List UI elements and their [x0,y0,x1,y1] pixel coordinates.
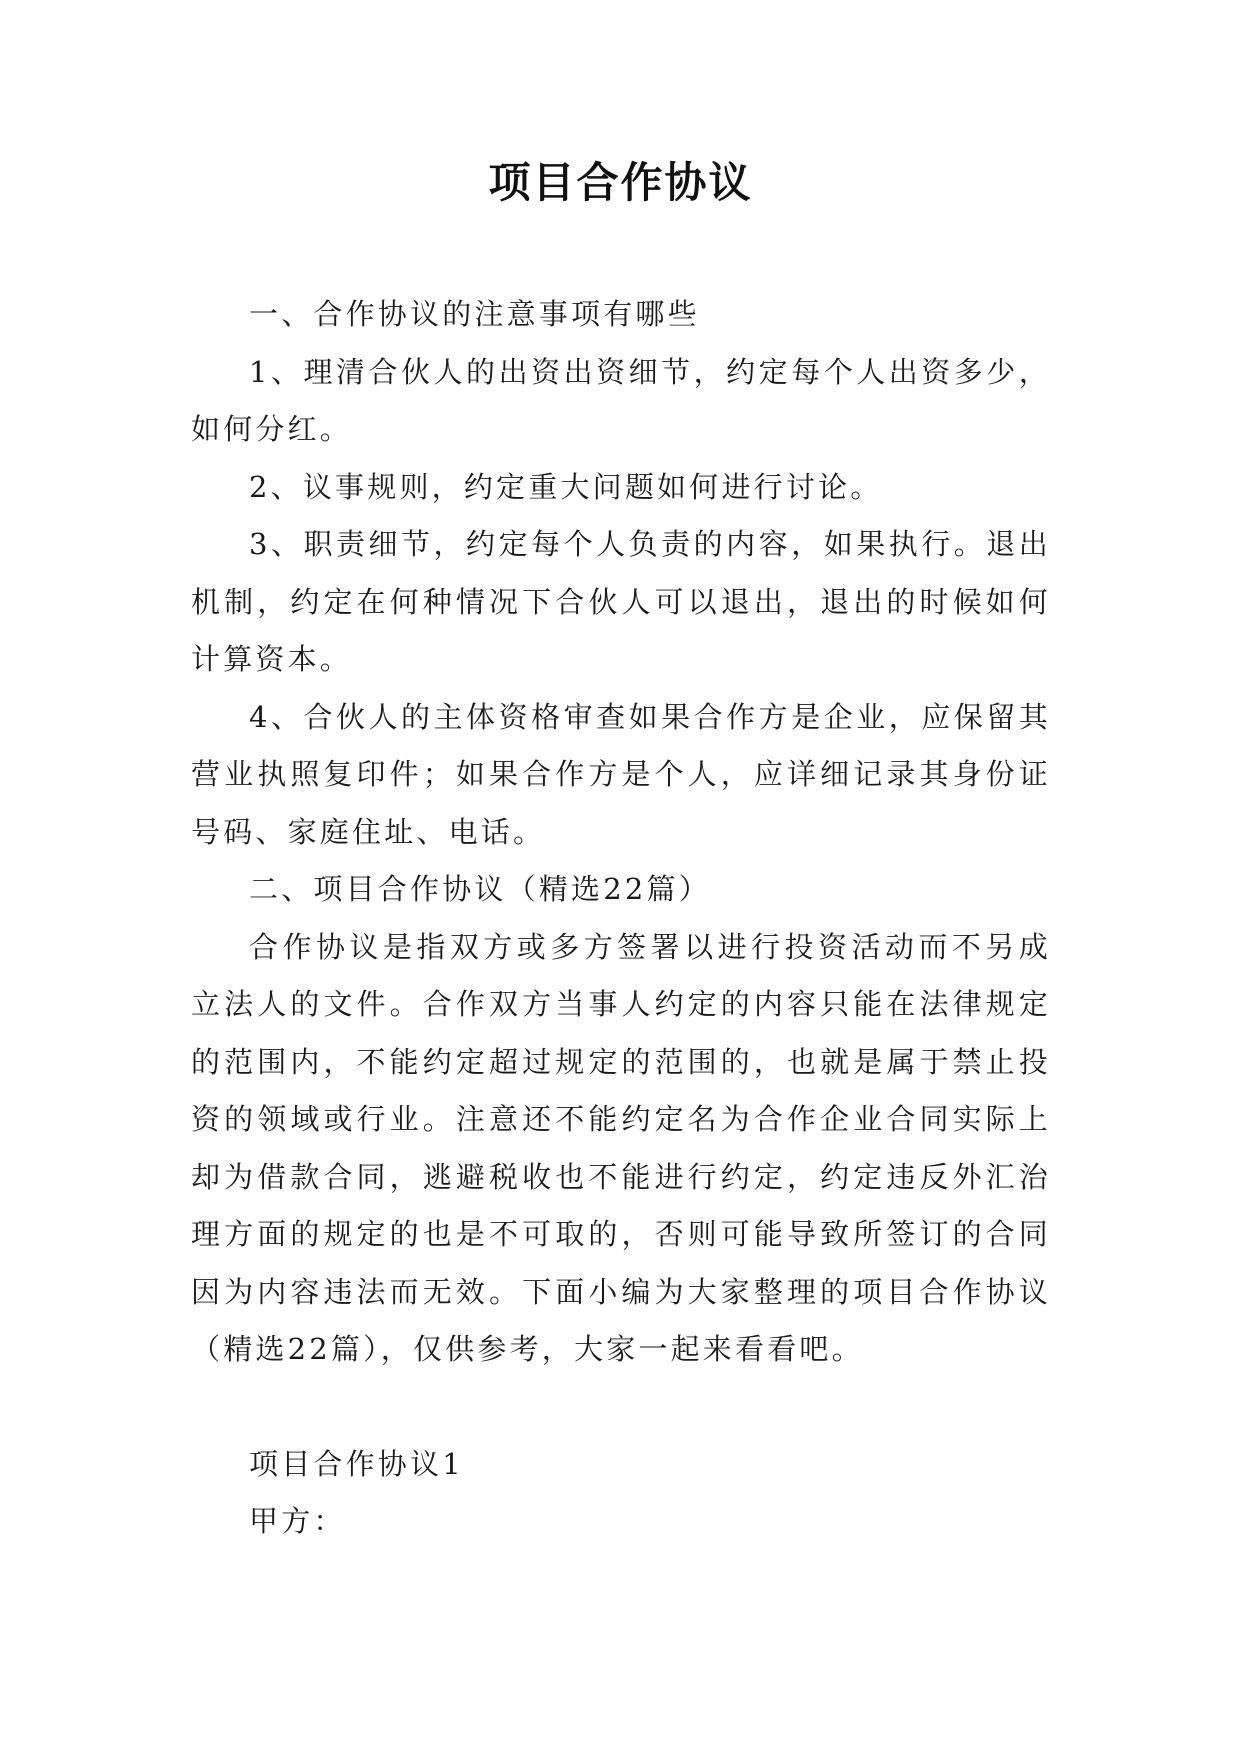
document-body [191,286,1051,1551]
section-heading: 项目合作协议1 [249,1446,464,1481]
paragraph-introduction: 合作协议是指双方或多方签署以进行投资活动而不另成立法人的文件。合作双方当事人约定的内容只能在法律规定的范围内，不能约定超过规定的范围的，也就是属于禁止投资的领域或行业。注意还不能约定名为合作企业合同实际上却为借款合同，逃避税收也不能进行约定，约定违反外汇治理方面的规定的也是不可取的，否则可能导致所签订的合同因为内容违法而无效。下面小编为大家整理的项目合作协议（精选22篇），仅供参考，大家一起来看看吧。 [191,929,1051,1366]
paragraph-notice-heading: 一、合作协议的注意事项有哪些 [249,297,700,331]
party-a-label: 甲方： [249,1504,346,1538]
paragraph-item-4: 4、合伙人的主体资格审查如果合作方是企业，应保留其营业执照复印件；如果合作方是个人，应详细记录其身份证号码、家庭住址、电话。 [191,699,1051,849]
paragraph-agreements-heading: 二、项目合作协议（精选22篇） [249,872,711,906]
paragraph-item-1: 1、理清合伙人的出资出资细节，约定每个人出资多少，如何分红。 [191,354,1051,446]
paragraph-item-3: 3、职责细节，约定每个人负责的内容，如果执行。退出机制，约定在何种情况下合伙人可以退出，退出的时候如何计算资本。 [191,527,1051,676]
blank-line [191,1379,1051,1436]
document-title: 项目合作协议 [488,158,753,207]
paragraph-item-2: 2、议事规则，约定重大问题如何进行讨论。 [249,469,883,504]
